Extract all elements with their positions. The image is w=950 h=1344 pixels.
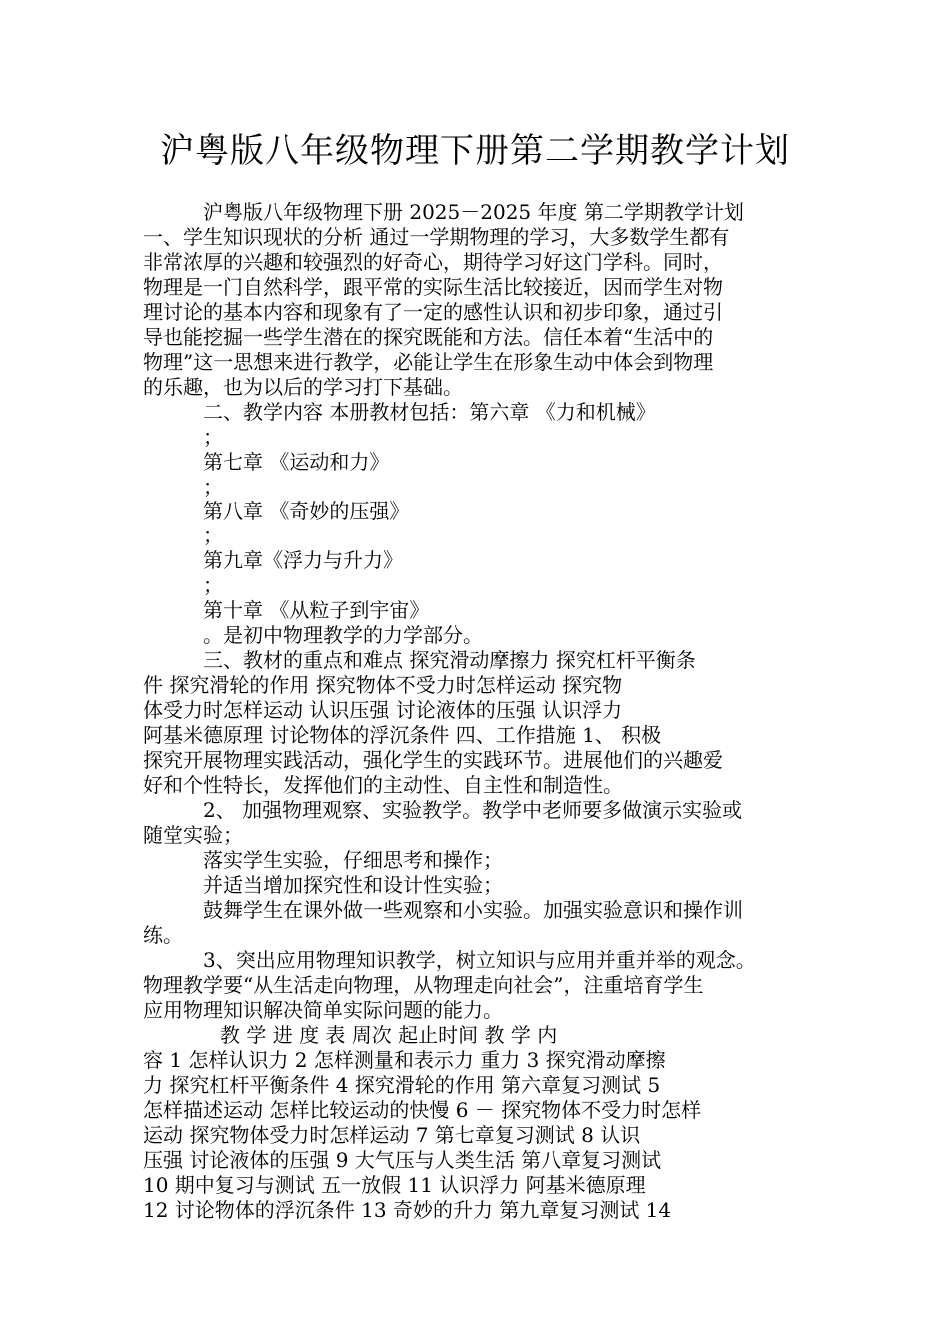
paragraph-line: 物理”这一思想来进行教学，必能让学生在形象生动中体会到物理 xyxy=(143,350,714,374)
paragraph-line: 鼓舞学生在课外做一些观察和小实验。加强实验意识和操作训 xyxy=(203,898,743,922)
paragraph-line: 。是初中物理教学的力学部分。 xyxy=(203,623,483,647)
paragraph-line: 12 讨论物体的浮沉条件 13 奇妙的升力 第九章复习测试 14 xyxy=(143,1198,672,1222)
paragraph-line: 好和个性特长，发挥他们的主动性、自主性和制造性。 xyxy=(143,773,623,797)
paragraph-line: 三、教材的重点和难点 探究滑动摩擦力 探究杠杆平衡条 xyxy=(203,648,696,672)
paragraph-line: 第七章 《运动和力》 xyxy=(203,450,390,474)
paragraph-line: ； xyxy=(203,475,223,499)
paragraph-line: 阿基米德原理 讨论物体的浮沉条件 四、工作措施 1、 积极 xyxy=(143,723,662,747)
paragraph-line: 并适当增加探究性和设计性实验； xyxy=(203,873,503,897)
paragraph-line: 运动 探究物体受力时怎样运动 7 第七章复习测试 8 认识 xyxy=(143,1123,641,1147)
paragraph-line: 件 探究滑轮的作用 探究物体不受力时怎样运动 探究物 xyxy=(143,673,623,697)
paragraph-line: 练。 xyxy=(143,923,183,947)
paragraph-line: 探究开展物理实践活动，强化学生的实践环节。进展他们的兴趣爱 xyxy=(143,748,723,772)
paragraph-line: 二、教学内容 本册教材包括：第六章 《力和机械》 xyxy=(203,400,656,424)
paragraph-line: 落实学生实验，仔细思考和操作； xyxy=(203,848,503,872)
document-title: 沪粤版八年级物理下册第二学期教学计划 xyxy=(160,131,790,171)
paragraph-line: 体受力时怎样运动 认识压强 讨论液体的压强 认识浮力 xyxy=(143,698,623,722)
paragraph-line: 第八章 《奇妙的压强》 xyxy=(203,499,410,523)
paragraph-line: 沪粤版八年级物理下册 2025－2025 年度 第二学期教学计划 xyxy=(203,200,744,224)
paragraph-line: 力 探究杠杆平衡条件 4 探究滑轮的作用 第六章复习测试 5 xyxy=(143,1073,661,1097)
paragraph-line: 物理教学要“从生活走向物理，从物理走向社会”，注重培育学生 xyxy=(143,973,704,997)
paragraph-line: 一、学生知识现状的分析 通过一学期物理的学习，大多数学生都有 xyxy=(143,225,730,249)
paragraph-line: 应用物理知识解决简单实际问题的能力。 xyxy=(143,998,503,1022)
paragraph-line: 教 学 进 度 表 周次 起止时间 教 学 内 xyxy=(220,1023,558,1047)
paragraph-line: 3、突出应用物理知识教学，树立知识与应用并重并举的观念。 xyxy=(203,948,756,972)
paragraph-line: 10 期中复习与测试 五一放假 11 认识浮力 阿基米德原理 xyxy=(143,1173,646,1197)
paragraph-line: 的乐趣，也为以后的学习打下基础。 xyxy=(143,375,463,399)
paragraph-line: 压强 讨论液体的压强 9 大气压与人类生活 第八章复习测试 xyxy=(143,1148,662,1172)
paragraph-line: 怎样描述运动 怎样比较运动的快慢 6 － 探究物体不受力时怎样 xyxy=(143,1098,702,1122)
paragraph-line: ； xyxy=(203,425,223,449)
paragraph-line: 物理是一门自然科学，跟平常的实际生活比较接近，因而学生对物 xyxy=(143,275,723,299)
paragraph-line: ； xyxy=(203,523,223,547)
paragraph-line: 非常浓厚的兴趣和较强烈的好奇心，期待学习好这门学科。同时， xyxy=(143,250,723,274)
paragraph-line: 2、 加强物理观察、实验教学。教学中老师要多做演示实验或 xyxy=(203,798,743,822)
paragraph-line: 容 1 怎样认识力 2 怎样测量和表示力 重力 3 探究滑动摩擦 xyxy=(143,1048,666,1072)
paragraph-line: 第十章 《从粒子到宇宙》 xyxy=(203,598,430,622)
paragraph-line: 随堂实验； xyxy=(143,823,243,847)
paragraph-line: 第九章《浮力与升力》 xyxy=(203,548,403,572)
paragraph-line: 理讨论的基本内容和现象有了一定的感性认识和初步印象，通过引 xyxy=(143,300,723,324)
paragraph-line: 导也能挖掘一些学生潜在的探究既能和方法。信任本着“生活中的 xyxy=(143,325,714,349)
paragraph-line: ； xyxy=(203,573,223,597)
